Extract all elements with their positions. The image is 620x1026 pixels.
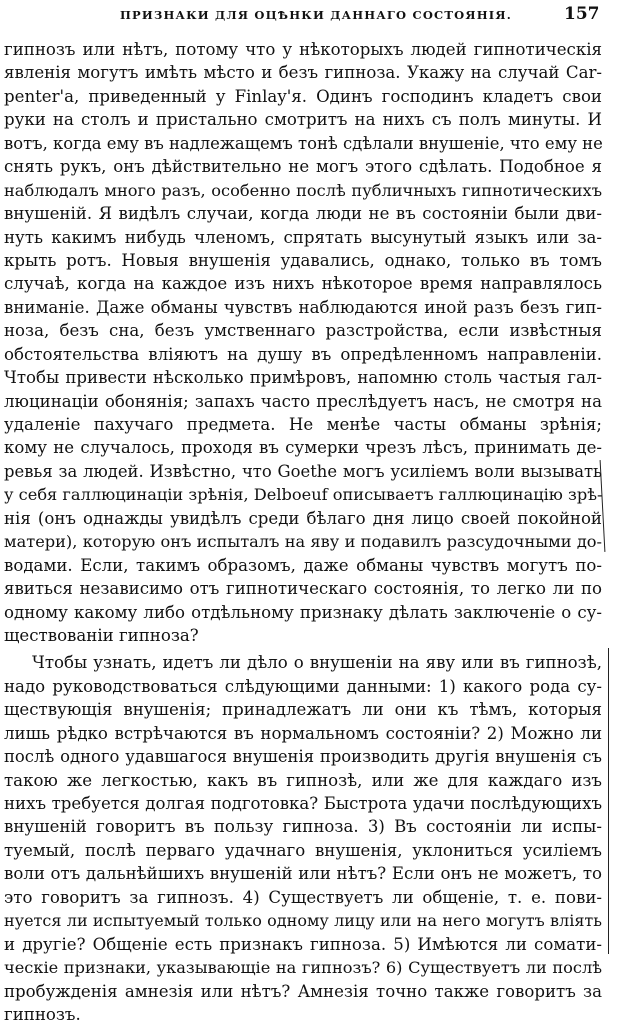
text-line: люцинаціи обонянія; запахъ часто преслѣдуетъ насъ, не смотря на [4, 391, 602, 411]
margin-annotation-mark [608, 648, 609, 954]
text-line: туемый, послѣ перваго удачнаго внушенія, уклониться усиліемъ [4, 840, 602, 860]
text-line: ческіе признаки, указывающіе на гипнозъ? 6) Существуетъ ли послѣ [4, 958, 602, 978]
paragraph-2 [4, 651, 602, 1026]
text-line: ноза, безъ сна, безъ умственнаго разстройства, если извѣстныя [4, 321, 602, 341]
text-line: ществующія внушенія; принадлежатъ ли они къ тѣмъ, которыя [4, 700, 602, 720]
text-line: послѣ одного удавшагося внушенія производить другія внушенія съ [4, 747, 602, 767]
text-line: случаѣ, когда на каждое изъ нихъ нѣкоторое время направлялось [4, 274, 602, 294]
text-line: внушеній. Я видѣлъ случаи, когда люди не въ состояніи были дви- [4, 204, 602, 224]
text-line: и другіе? Общеніе есть признакъ гипноза. 5) Имѣются ли сомати- [4, 934, 602, 954]
text-line: удаленіе пахучаго предмета. Не менѣе часты обманы зрѣнія; [4, 415, 602, 434]
text-line: Чтобы узнать, идетъ ли дѣло о внушеніи на яву или въ гипнозѣ, [32, 653, 602, 673]
page-body [4, 38, 602, 1026]
text-line: пробужденія амнезія или нѣтъ? Амнезія точно также говоритъ за [4, 981, 602, 1001]
text-line: вотъ, когда ему въ надлежащемъ тонѣ сдѣлали внушеніе, что ему не [4, 133, 603, 153]
text-line: ществованіи гипноза? [4, 625, 199, 645]
text-line: обстоятельства вліяютъ на душу въ опредѣленномъ направленіи. [4, 344, 602, 364]
page-number: 157 [564, 4, 600, 24]
text-line: воли отъ дальнѣйшихъ внушеній или нѣтъ? Если онъ не можетъ, то [4, 864, 602, 884]
text-line: кому не случалось, проходя въ сумерки чрезъ лѣсъ, принимать де- [4, 438, 602, 458]
text-line: Чтобы привести нѣсколько примѣровъ, напомню столь частыя гал- [4, 368, 602, 388]
text-line: крыть ротъ. Новыя внушенія удавались, однако, только въ томъ [4, 250, 602, 270]
text-line: руки на столъ и пристально смотритъ на нихъ съ полъ минуты. И [4, 110, 602, 130]
text-line: penter'a, приведенный у Finlay'я. Одинъ господинъ кладетъ свои [4, 86, 602, 106]
text-line: одному какому либо отдѣльному признаку дѣлать заключеніе о су- [4, 602, 602, 622]
text-line: гипнозъ. [4, 1004, 81, 1024]
text-line: вниманіе. Даже обманы чувствъ наблюдаются иной разъ безъ гип- [4, 297, 602, 317]
text-line: явиться независимо отъ гипнотическаго состоянія, то легко ли по [4, 579, 602, 599]
text-line: внушеній говоритъ въ пользу гипноза. 3) Въ состояніи ли испы- [4, 817, 602, 837]
text-line: явленія могутъ имѣть мѣсто и безъ гипноза. Укажу на случай Car- [4, 63, 602, 83]
running-header: ПРИЗНАКИ ДЛЯ ОЦѢНКИ ДАННАГО СОСТОЯНІЯ. [120, 8, 512, 22]
text-line: нуть какимъ нибудь членомъ, спрятать высунутый языкъ или за- [4, 227, 602, 247]
text-line: водами. Если, такимъ образомъ, даже обманы чувствъ могутъ по- [4, 555, 602, 575]
text-line: такою же легкостью, какъ въ гипнозѣ, или же для каждаго изъ [4, 770, 602, 790]
paragraph-1 [4, 38, 602, 647]
text-line: ревья за людей. Извѣстно, что Goethe могъ усиліемъ воли вызывать [4, 461, 602, 481]
text-line: надо руководствоваться слѣдующими данными: 1) какого рода су- [4, 676, 602, 696]
text-line: наблюдалъ много разъ, особенно послѣ публичныхъ гипнотическихъ [4, 180, 602, 200]
text-line: лишь рѣдко встрѣчаются въ нормальномъ состояніи? 2) Можно ли [4, 723, 602, 743]
text-line: у себя галлюцинаціи зрѣнія, Delboeuf описываетъ галлюцинацію зрѣ- [4, 485, 603, 505]
text-line: нія (онъ однажды увидѣлъ среди бѣлаго дня лицо своей покойной [4, 508, 602, 528]
text-line: это говоритъ за гипнозъ. 4) Существуетъ ли общеніе, т. е. пови- [4, 887, 602, 907]
text-line: нуется ли испытуемый только одному лицу или на него могутъ вліять [4, 911, 602, 931]
text-line: нихъ требуется долгая подготовка? Быстрота удачи послѣдующихъ [4, 794, 602, 813]
text-line: снять рукъ, онъ дѣйствительно не могъ этого сдѣлать. Подобное я [4, 157, 602, 177]
text-line: матери), которую онъ испыталъ на яву и подавилъ разсудочными до- [4, 532, 602, 552]
text-line: гипнозъ или нѣтъ, потому что у нѣкоторыхъ людей гипнотическія [4, 40, 602, 59]
